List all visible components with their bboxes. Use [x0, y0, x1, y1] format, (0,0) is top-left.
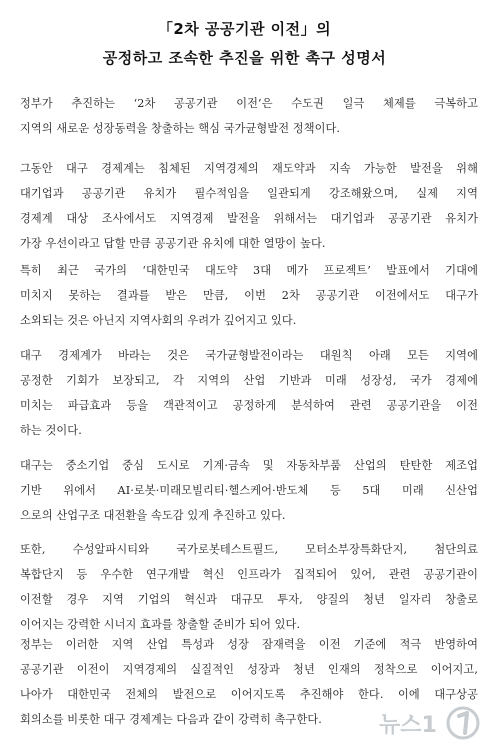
paragraph-line: 정부는 이러한 지역 산업 특성과 성장 잠재력을 이전 기준에 적극 반영하여 — [20, 638, 478, 651]
paragraph-line: 복합단지 등 우수한 연구개발 혁신 인프라가 집적되어 있어, 관련 공공기관이 — [20, 568, 478, 581]
paragraph-line: 대구 경제계가 바라는 것은 국가균형발전이라는 대원칙 아래 모든 지역에 — [20, 349, 478, 362]
news1-watermark — [377, 706, 481, 740]
paragraph-line: 공공기관 이전이 지역경제의 실질적인 성장과 청년 인재의 정착으로 이어지고, — [20, 663, 478, 676]
paragraph-line: 미치지 못하는 결과를 받은 만큼, 이번 2차 공공기관 이전에서도 대구가 — [20, 289, 478, 302]
paragraph-line: 으로의 산업구조 대전환을 속도감 있게 추진하고 있다. — [20, 509, 286, 522]
document-title-line-2: 공정하고 조속한 추진을 위한 촉구 성명서 — [102, 49, 387, 67]
paragraph-line: 대구는 중소기업 중심 도시로 기계·금속 및 자동차부품 산업의 탄탄한 제조업 — [20, 459, 478, 472]
paragraph-line: 이전할 경우 지역 기업의 혁신과 대규모 투자, 양질의 청년 일자리 창출로 — [20, 593, 478, 606]
paragraph-line: 또한, 수성알파시티와 국가로봇테스트필드, 모터소부장특화단지, 첨단의료 — [20, 543, 478, 556]
paragraph-line: 경제계 대상 조사에서도 지역경제 발전을 위해서는 대기업과 공공기관 유치가 — [20, 212, 478, 225]
paragraph-line: 대기업과 공공기관 유치가 필수적임을 일관되게 강조해왔으며, 실제 지역 — [20, 187, 478, 200]
paragraph-4 — [20, 343, 478, 443]
paragraph-line: 회의소를 비롯한 대구 경제계는 다음과 같이 강력히 촉구한다. — [20, 713, 322, 726]
paragraph-line: 정부가 추진하는 ‘2차 공공기관 이전’은 수도권 일극 체제를 극복하고 — [20, 97, 478, 110]
paragraph-line: 가장 우선이라고 답할 만큼 공공기관 유치에 대한 열망이 높다. — [20, 237, 326, 250]
paragraph-line: 나아가 대한민국 전체의 발전으로 이어지도록 추진해야 한다. 이에 대구상공 — [20, 688, 478, 701]
document-title-line-1: 「2차 공공기관 이전」의 — [157, 20, 332, 38]
paragraph-line: 소외되는 것은 아닌지 지역사회의 우려가 깊어지고 있다. — [20, 314, 297, 327]
paragraph-2 — [20, 156, 478, 256]
paragraph-line: 미치는 파급효과 등을 객관적이고 공정하게 분석하여 관련 공공기관을 이전 — [20, 399, 478, 412]
paragraph-line: 공정한 기회가 보장되고, 각 지역의 산업 기반과 미래 성장성, 국가 경제에 — [20, 374, 478, 387]
paragraph-line: 특히 최근 국가의 ‘대한민국 대도약 3대 메가 프로젝트’ 발표에서 기대에 — [20, 264, 478, 277]
news1-logo-icon — [448, 708, 478, 738]
paragraph-line: 기반 위에서 AI·로봇·미래모빌리티·헬스케어·반도체 등 5대 미래 신산업 — [20, 484, 478, 497]
paragraph-line: 이어지는 강력한 시너지 효과를 창출할 준비가 되어 있다. — [20, 618, 301, 631]
paragraph-line: 그동안 대구 경제계는 침체된 지역경제의 재도약과 지속 가능한 발전을 위해 — [20, 162, 478, 175]
watermark-text: 뉴스1 — [379, 713, 437, 738]
paragraph-6 — [20, 537, 478, 637]
paragraph-1 — [20, 91, 478, 141]
paragraph-5 — [20, 453, 478, 528]
paragraph-line: 지역의 새로운 성장동력을 창출하는 핵심 국가균형발전 정책이다. — [20, 122, 341, 135]
paragraph-3 — [20, 258, 478, 333]
paragraph-line: 하는 것이다. — [20, 424, 82, 437]
